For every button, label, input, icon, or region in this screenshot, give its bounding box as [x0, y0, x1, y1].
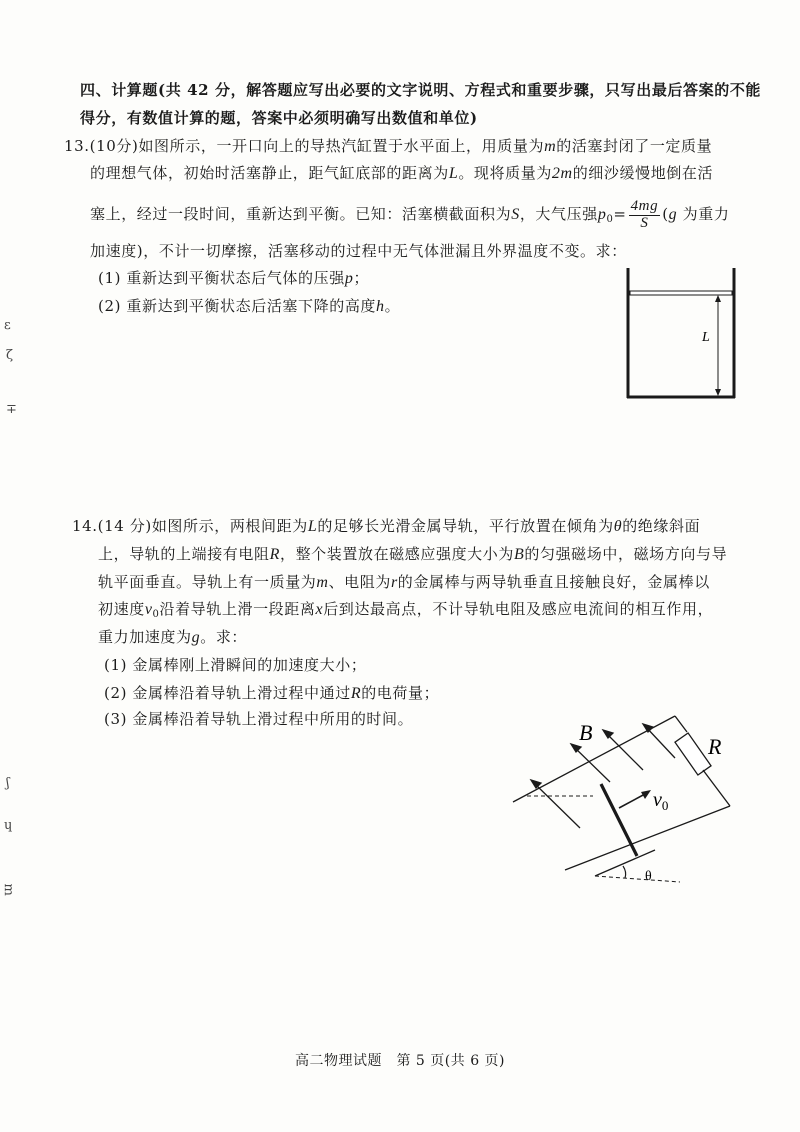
- margin-mark: ʃ: [6, 776, 10, 791]
- angle-label: θ: [645, 869, 652, 884]
- q14-text-line2: 上，导轨的上端接有电阻R，整个装置放在磁感应强度大小为B的匀强磁场中，磁场方向与导: [98, 545, 728, 563]
- q14-text-line5: 重力加速度为g。求：: [98, 628, 248, 646]
- field-arrow-head: [603, 730, 613, 738]
- field-label: B: [579, 720, 593, 745]
- q13-part1: (1) 重新达到平衡状态后气体的压强p；: [98, 269, 370, 287]
- piston: [630, 291, 732, 295]
- rails-figure: [505, 710, 770, 895]
- velocity-arrow: [619, 794, 645, 808]
- velocity-label: $v_0$: [653, 789, 669, 813]
- field-arrow: [605, 732, 643, 770]
- margin-mark: ᴟ: [4, 882, 13, 897]
- resistor-label: R: [708, 734, 722, 759]
- q13-text-line4: 加速度)，不计一切摩擦，活塞移动的过程中无气体泄漏且外界温度不变。求：: [90, 242, 627, 260]
- field-arrow: [573, 746, 610, 782]
- margin-mark: ∓: [6, 402, 17, 417]
- margin-mark: ε: [4, 318, 11, 333]
- section-header-line1: 四、计算题(共 42 分，解答题应写出必要的文字说明、方程式和重要步骤，只写出最后答案的不能: [80, 81, 762, 99]
- q14-part3: (3) 金属棒沿着导轨上滑过程中所用的时间。: [104, 710, 414, 728]
- lower-rail: [565, 806, 730, 870]
- velocity-arrow-head: [641, 790, 651, 799]
- q14-text-line4: 初速度$v_0$沿着导轨上滑一段距离x后到达最高点，不计导轨电阻及感应电流间的相互作用，: [98, 600, 714, 620]
- section-header-line2: 得分，有数值计算的题，答案中必须明确写出数值和单位): [80, 109, 478, 127]
- connector-bottom: [703, 770, 730, 806]
- pressure-fraction: $\frac{4mg}{S}$: [630, 197, 659, 231]
- q14-part1: (1) 金属棒刚上滑瞬间的加速度大小；: [104, 656, 367, 674]
- field-arrow-head: [571, 744, 581, 752]
- dimension-arrow-top: [715, 295, 721, 302]
- margin-mark: ζ: [6, 348, 14, 363]
- q14-text-line1: 14.(14 分)如图所示，两根间距为L的足够长光滑金属导轨，平行放置在倾角为θ的绝缘斜面: [72, 517, 701, 535]
- q13-text-line1: 13.(10分)如图所示，一开口向上的导热汽缸置于水平面上，用质量为m的活塞封闭了一定质量: [64, 137, 713, 155]
- field-arrows: [531, 724, 675, 828]
- field-arrow-head: [643, 724, 653, 732]
- q13-part2: (2) 重新达到平衡状态后活塞下降的高度h。: [98, 297, 401, 315]
- q14-text-line3: 轨平面垂直。导轨上有一质量为m、电阻为r的金属棒与两导轨垂直且接触良好，金属棒以: [98, 573, 710, 591]
- q14-part2: (2) 金属棒沿着导轨上滑过程中通过R的电荷量；: [104, 684, 440, 702]
- angle-arc: [623, 866, 626, 878]
- field-arrow: [533, 782, 580, 828]
- dashed-line-ground: [595, 876, 680, 882]
- q13-text-line2: 的理想气体，初始时活塞静止，距气缸底部的距离为L。现将质量为2m的细沙缓慢地倒在活: [90, 164, 714, 182]
- q13-text-line3: 塞上，经过一段时间，重新达到平衡。已知：活塞横截面积为S，大气压强$p_0=$ $\frac{4mg}{S}$ (g 为重力: [90, 197, 730, 231]
- cylinder-figure: [622, 266, 742, 402]
- resistor: [675, 733, 711, 775]
- margin-mark: ɥ: [4, 818, 13, 833]
- page-footer: 高二物理试题 第 5 页(共 6 页): [294, 1053, 506, 1069]
- metal-rod: [601, 784, 637, 856]
- field-arrow-head: [531, 780, 541, 788]
- length-label: L: [702, 330, 710, 345]
- dimension-arrow-bottom: [715, 389, 721, 396]
- connector-top: [675, 716, 687, 732]
